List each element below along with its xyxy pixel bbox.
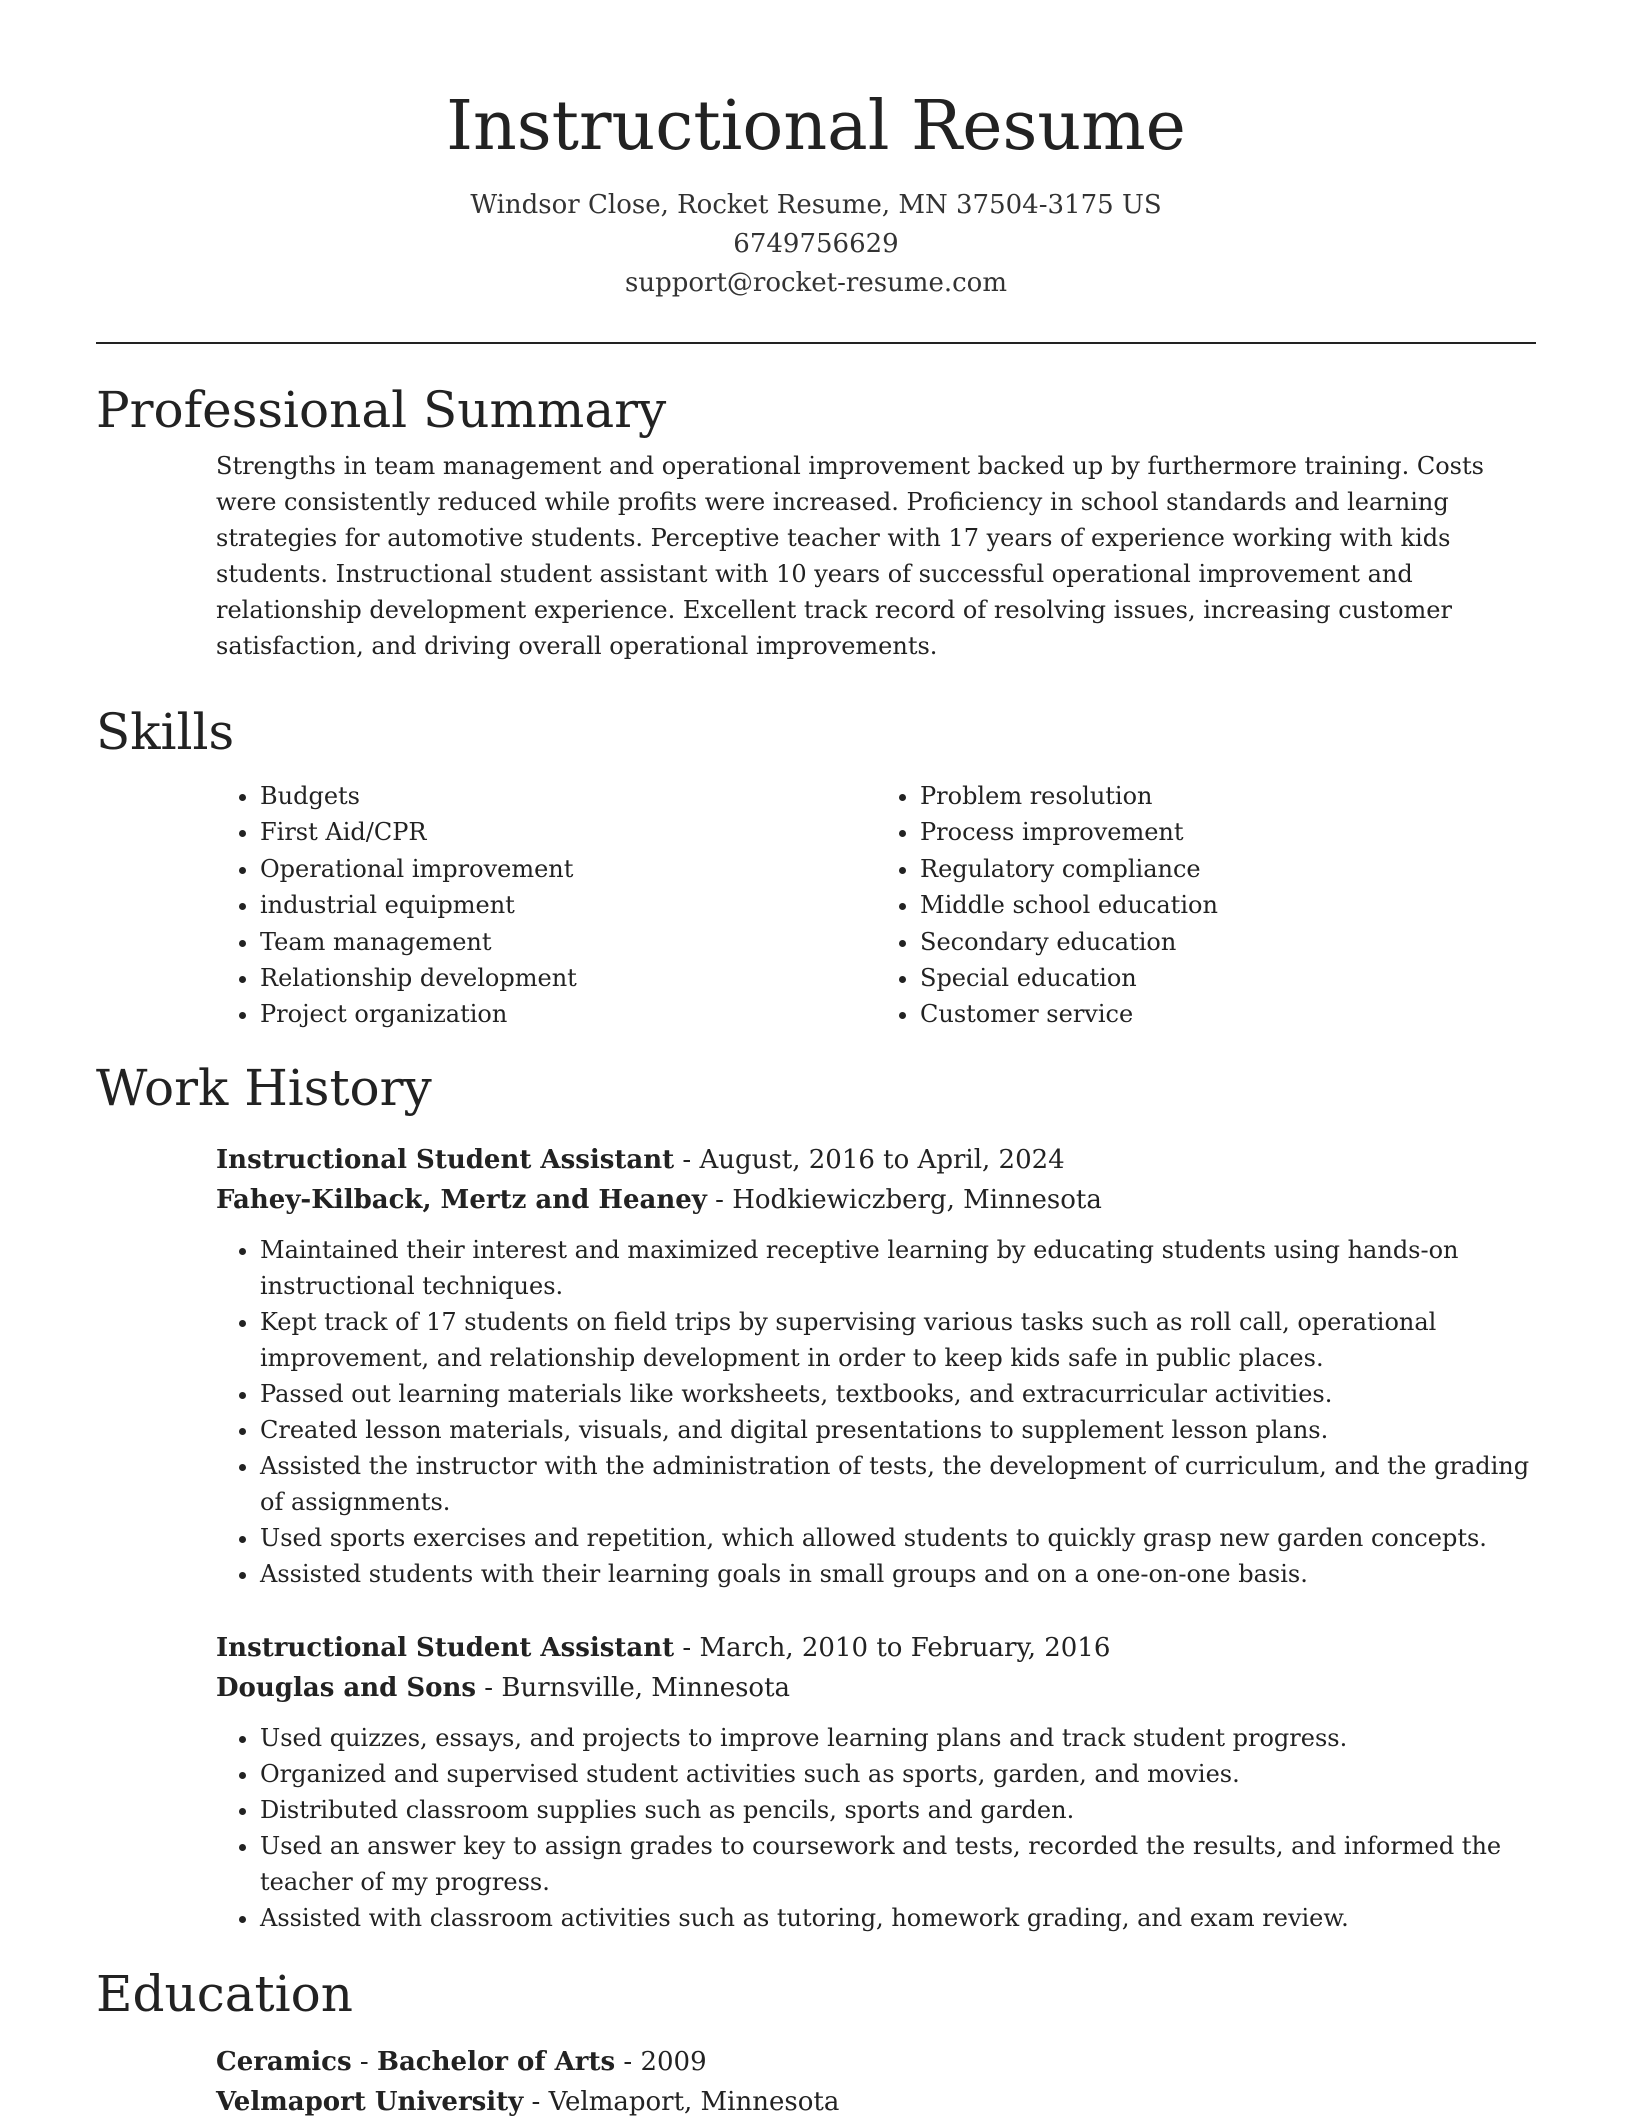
education-location: Velmaport, Minnesota: [548, 2087, 840, 2117]
skill-item: • industrial equipment: [260, 887, 876, 923]
job-end-date: April, 2024: [917, 1145, 1065, 1175]
skill-item: • Regulatory compliance: [920, 851, 1536, 887]
skill-item: • Budgets: [260, 778, 876, 814]
header-divider: [96, 342, 1536, 344]
job-bullet: • Assisted students with their learning goals in small groups and on a one-on-one basis.: [260, 1556, 1536, 1592]
job-end-date: February, 2016: [910, 1633, 1111, 1663]
job-role: Instructional Student Assistant: [216, 1145, 675, 1175]
education-school-line: Velmaport University - Velmaport, Minnesota: [216, 2087, 840, 2117]
contact-phone: 6749756629: [733, 229, 899, 259]
job-company: Douglas and Sons: [216, 1673, 477, 1703]
education-school: Velmaport University: [216, 2087, 524, 2117]
job-role: Instructional Student Assistant: [216, 1633, 675, 1663]
job-location: Hodkiewiczberg, Minnesota: [732, 1185, 1102, 1215]
skill-item: • Customer service: [920, 996, 1536, 1032]
job-bullet: • Distributed classroom supplies such as pencils, sports and garden.: [260, 1792, 1536, 1828]
job-company-line: Douglas and Sons - Burnsville, Minnesota: [216, 1673, 791, 1703]
job-bullets: [216, 1232, 1536, 1592]
job-entry: [96, 1140, 1536, 1592]
education-field: Ceramics: [216, 2047, 352, 2077]
contact-address: Windsor Close, Rocket Resume, MN 37504-3175 US: [470, 190, 1162, 220]
resume-header: [96, 82, 1536, 303]
skill-item: • Team management: [260, 924, 876, 960]
job-bullet: • Maintained their interest and maximized receptive learning by educating students using hands-on instructional techniques.: [260, 1232, 1536, 1304]
job-title-line: Instructional Student Assistant - August, 2016 to April, 2024: [216, 1145, 1065, 1175]
work-history-title: Work History: [96, 1059, 432, 1117]
resume-name: Instructional Resume: [446, 87, 1186, 166]
work-history-section: [96, 1056, 1536, 1120]
skills-section: [96, 700, 1536, 1033]
job-bullet: • Used sports exercises and repetition, which allowed students to quickly grasp new garden concepts.: [260, 1520, 1536, 1556]
education-title: Education: [96, 1965, 353, 2023]
skills-column-right: [876, 778, 1536, 1033]
job-bullets: [216, 1720, 1536, 1936]
job-bullet: • Used an answer key to assign grades to coursework and tests, recorded the results, and informed the teacher of my progress.: [260, 1828, 1536, 1900]
summary-text: Strengths in team management and operational improvement backed up by furthermore training. Costs were consistently reduced while profits were increased. Proficiency in school standards and learning strategies for automotive students. Perceptive teacher with 17 years of experience working with kids students. Instructional student assistant with 10 years of successful operational improvement and relationship development experience. Excellent track record of resolving issues, increasing customer satisfaction, and driving overall operational improvements.: [216, 452, 1484, 660]
skill-item: • Process improvement: [920, 814, 1536, 850]
job-bullet: • Assisted with classroom activities such as tutoring, homework grading, and exam review.: [260, 1900, 1536, 1936]
education-year: 2009: [640, 2047, 707, 2077]
skills-title: Skills: [96, 703, 235, 761]
education-degree-line: Ceramics - Bachelor of Arts - 2009: [216, 2047, 707, 2077]
skills-column-left: [216, 778, 876, 1033]
skill-item: • Middle school education: [920, 887, 1536, 923]
job-start-date: August, 2016: [699, 1145, 875, 1175]
skill-item: • Operational improvement: [260, 851, 876, 887]
summary-title: Professional Summary: [96, 381, 667, 439]
skill-item: • Secondary education: [920, 924, 1536, 960]
skill-item: • Problem resolution: [920, 778, 1536, 814]
job-company-line: Fahey-Kilback, Mertz and Heaney - Hodkiewiczberg, Minnesota: [216, 1185, 1102, 1215]
skill-item: • First Aid/CPR: [260, 814, 876, 850]
education-degree: Bachelor of Arts: [376, 2047, 616, 2077]
contact-email: support@rocket-resume.com: [624, 268, 1007, 298]
job-company: Fahey-Kilback, Mertz and Heaney: [216, 1185, 707, 1215]
job-bullet: • Created lesson materials, visuals, and digital presentations to supplement lesson plans.: [260, 1412, 1536, 1448]
education-section: [96, 1962, 1536, 2122]
job-bullet: • Assisted the instructor with the administration of tests, the development of curriculum, and the grading of assignments.: [260, 1448, 1536, 1520]
job-bullet: • Used quizzes, essays, and projects to improve learning plans and track student progress.: [260, 1720, 1536, 1756]
skills-grid: [216, 778, 1536, 1033]
job-bullet: • Organized and supervised student activities such as sports, garden, and movies.: [260, 1756, 1536, 1792]
summary-section: [96, 378, 1536, 664]
job-title-line: Instructional Student Assistant - March, 2010 to February, 2016: [216, 1633, 1111, 1663]
job-location: Burnsville, Minnesota: [501, 1673, 791, 1703]
job-bullet: • Kept track of 17 students on field trips by supervising various tasks such as roll call, operational improvement, and relationship development in order to keep kids safe in public places.: [260, 1304, 1536, 1376]
skill-item: • Relationship development: [260, 960, 876, 996]
job-start-date: March, 2010: [699, 1633, 869, 1663]
contact-block: [96, 186, 1536, 303]
skill-item: • Special education: [920, 960, 1536, 996]
job-entry: [96, 1628, 1536, 1936]
job-bullet: • Passed out learning materials like worksheets, textbooks, and extracurricular activities.: [260, 1376, 1536, 1412]
skill-item: • Project organization: [260, 996, 876, 1032]
